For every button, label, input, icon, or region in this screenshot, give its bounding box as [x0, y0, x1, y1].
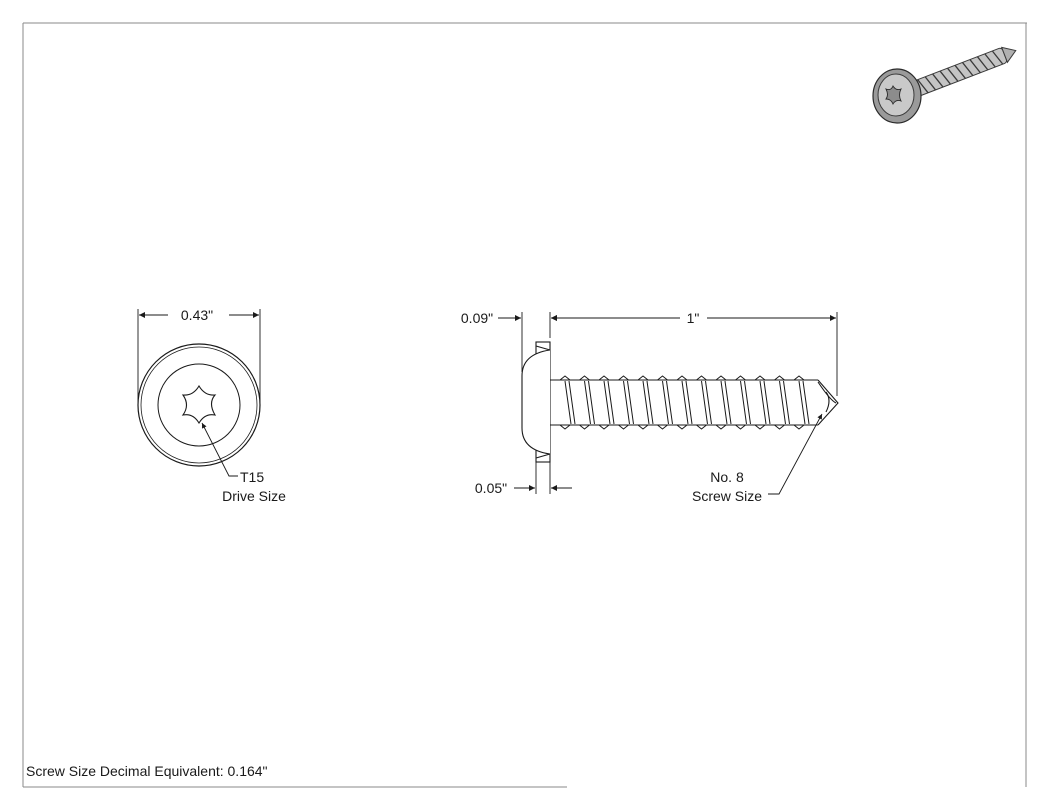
- thread-flank: [604, 381, 614, 424]
- screw-size-callout-line1: No. 8: [710, 469, 744, 485]
- head-diameter-label: 0.43": [180, 307, 214, 323]
- thread-flank: [721, 381, 731, 424]
- head-height-label: 0.09": [460, 310, 494, 326]
- drive-leader-line: [202, 423, 238, 476]
- thread-flank: [643, 381, 653, 424]
- thread-flank: [663, 381, 673, 424]
- thread-flank: [741, 381, 751, 424]
- thread-flank: [565, 381, 575, 424]
- screw-size-decimal-note: Screw Size Decimal Equivalent: 0.164": [26, 763, 268, 779]
- thread-flank: [702, 381, 712, 424]
- length-label: 1": [686, 310, 700, 326]
- thread-flank: [760, 381, 770, 424]
- thread-flank: [682, 381, 692, 424]
- head-diameter-dimension: [138, 309, 260, 403]
- thread-flank: [780, 381, 790, 424]
- thread-flank: [799, 381, 809, 424]
- thread-flank: [624, 381, 634, 424]
- thread-flank: [585, 381, 595, 424]
- screw-threads: [560, 376, 809, 429]
- screw-size-callout-line2: Screw Size: [691, 488, 763, 504]
- washer-thickness-dimension: [514, 462, 572, 494]
- isometric-screw-icon: [873, 43, 1019, 123]
- drive-size-callout-line2: Drive Size: [222, 488, 286, 504]
- washer-thickness-label: 0.05": [474, 480, 508, 496]
- head-front-view: [138, 344, 260, 466]
- drive-size-callout-line1: T15: [240, 469, 265, 485]
- screw-side-view: [522, 342, 838, 462]
- torx-drive-icon: [183, 386, 215, 423]
